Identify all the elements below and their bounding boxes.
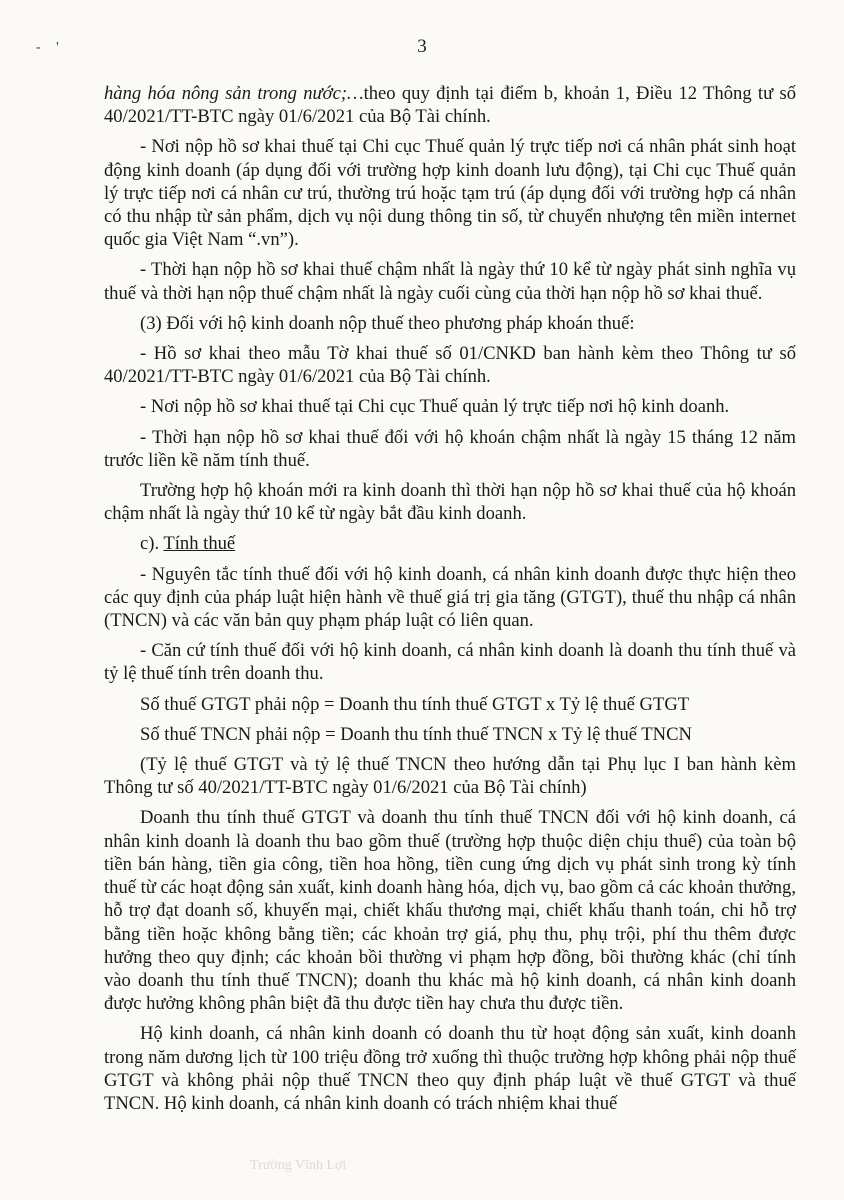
faded-stamp: Trường Vĩnh Lợi (250, 1158, 347, 1173)
paragraph-1: hàng hóa nông sản trong nước;…theo quy định tại điểm b, khoản 1, Điều 12 Thông tư số 40/2021/TT-BTC ngày 01/6/2021 của Bộ Tài chính. (104, 83, 796, 128)
italic-fragment: hàng hóa nông sản trong nước;… (104, 83, 364, 104)
paragraph-5: - Hồ sơ khai theo mẫu Tờ khai thuế số 01/CNKD ban hành kèm theo Thông tư số 40/2021/TT-BTC ngày 01/6/2021 của Bộ Tài chính. (104, 343, 796, 388)
paragraph-15: Doanh thu tính thuế GTGT và doanh thu tính thuế TNCN đối với hộ kinh doanh, cá nhân kinh doanh là doanh thu bao gồm thuế (trường hợp thuộc diện chịu thuế) của toàn bộ tiền bán hàng, tiền gia công, tiền hoa hồng, tiền cung ứng dịch vụ phát sinh trong kỳ tính thuế từ các hoạt động sản xuất, kinh doanh hàng hóa, dịch vụ, bao gồm cả các khoản thưởng, hỗ trợ đạt doanh số, khuyến mại, chiết khấu thương mại, chiết khấu thanh toán, chi hỗ trợ bằng tiền hoặc không bằng tiền; các khoản trợ giá, phụ thu, phụ trội, phí thu thêm được hưởng theo quy định; các khoản bồi thường vi phạm hợp đồng, bồi thường khác (chỉ tính vào doanh thu tính thuế TNCN); doanh thu khác mà hộ kinh doanh, cá nhân kinh doanh được hưởng không phân biệt đã thu được tiền hay chưa thu được tiền. (104, 807, 796, 1015)
paragraph-16: Hộ kinh doanh, cá nhân kinh doanh có doanh thu từ hoạt động sản xuất, kinh doanh trong năm dương lịch từ 100 triệu đồng trở xuống thì thuộc trường hợp không phải nộp thuế GTGT và không phải nộp thuế TNCN theo quy định pháp luật về thuế GTGT và thuế TNCN. Hộ kinh doanh, cá nhân kinh doanh có trách nhiệm khai thuế (104, 1023, 796, 1114)
paragraph-11: - Căn cứ tính thuế đối với hộ kinh doanh, cá nhân kinh doanh là doanh thu tính thuế và tỷ lệ thuế tính trên doanh thu. (104, 640, 796, 685)
paragraph-10: - Nguyên tắc tính thuế đối với hộ kinh doanh, cá nhân kinh doanh được thực hiện theo các quy định của pháp luật hiện hành về thuế giá trị gia tăng (GTGT), thuế thu nhập cá nhân (TNCN) và các văn bản quy phạm pháp luật có liên quan. (104, 563, 796, 632)
page-number: 3 (417, 36, 427, 57)
paragraph-14: (Tỷ lệ thuế GTGT và tỷ lệ thuế TNCN theo hướng dẫn tại Phụ lục I ban hành kèm Thông tư số 40/2021/TT-BTC ngày 01/6/2021 của Bộ Tài chính) (104, 754, 796, 799)
paragraph-8: Trường hợp hộ khoán mới ra kinh doanh thì thời hạn nộp hồ sơ khai thuế của hộ khoán chậm nhất là ngày thứ 10 kể từ ngày bắt đầu kinh doanh. (104, 480, 796, 525)
formula-gtgt: Số thuế GTGT phải nộp = Doanh thu tính thuế GTGT x Tỷ lệ thuế GTGT (140, 693, 690, 715)
paragraph-6: - Nơi nộp hồ sơ khai thuế tại Chi cục Thuế quản lý trực tiếp nơi hộ kinh doanh. (140, 396, 730, 418)
paragraph-7: - Thời hạn nộp hồ sơ khai thuế đối với hộ khoán chậm nhất là ngày 15 tháng 12 năm trước liền kề năm tính thuế. (104, 426, 796, 471)
formula-tncn: Số thuế TNCN phải nộp = Doanh thu tính thuế TNCN x Tỷ lệ thuế TNCN (140, 723, 692, 745)
scan-mark: - ' (36, 40, 65, 55)
section-heading: c). Tính thuế (140, 533, 236, 555)
document-body (104, 82, 796, 1122)
paragraph-3: - Thời hạn nộp hồ sơ khai thuế chậm nhất là ngày thứ 10 kể từ ngày phát sinh nghĩa vụ thuế và thời hạn nộp thuế chậm nhất là ngày cuối cùng của thời hạn nộp hồ sơ khai thuế. (104, 259, 796, 304)
paragraph-4: (3) Đối với hộ kinh doanh nộp thuế theo phương pháp khoán thuế: (140, 312, 635, 334)
section-title: Tính thuế (163, 533, 236, 555)
paragraph-2: - Nơi nộp hồ sơ khai thuế tại Chi cục Thuế quản lý trực tiếp nơi cá nhân phát sinh hoạt động kinh doanh (áp dụng đối với trường hợp kinh doanh lưu động), tại Chi cục Thuế quản lý trực tiếp nơi cá nhân cư trú, thường trú hoặc tạm trú (áp dụng đối với trường hợp cá nhân có thu nhập từ sản phẩm, dịch vụ nội dung thông tin số, từ chuyển nhượng tên miền internet quốc gia Việt Nam “.vn”). (104, 136, 796, 251)
